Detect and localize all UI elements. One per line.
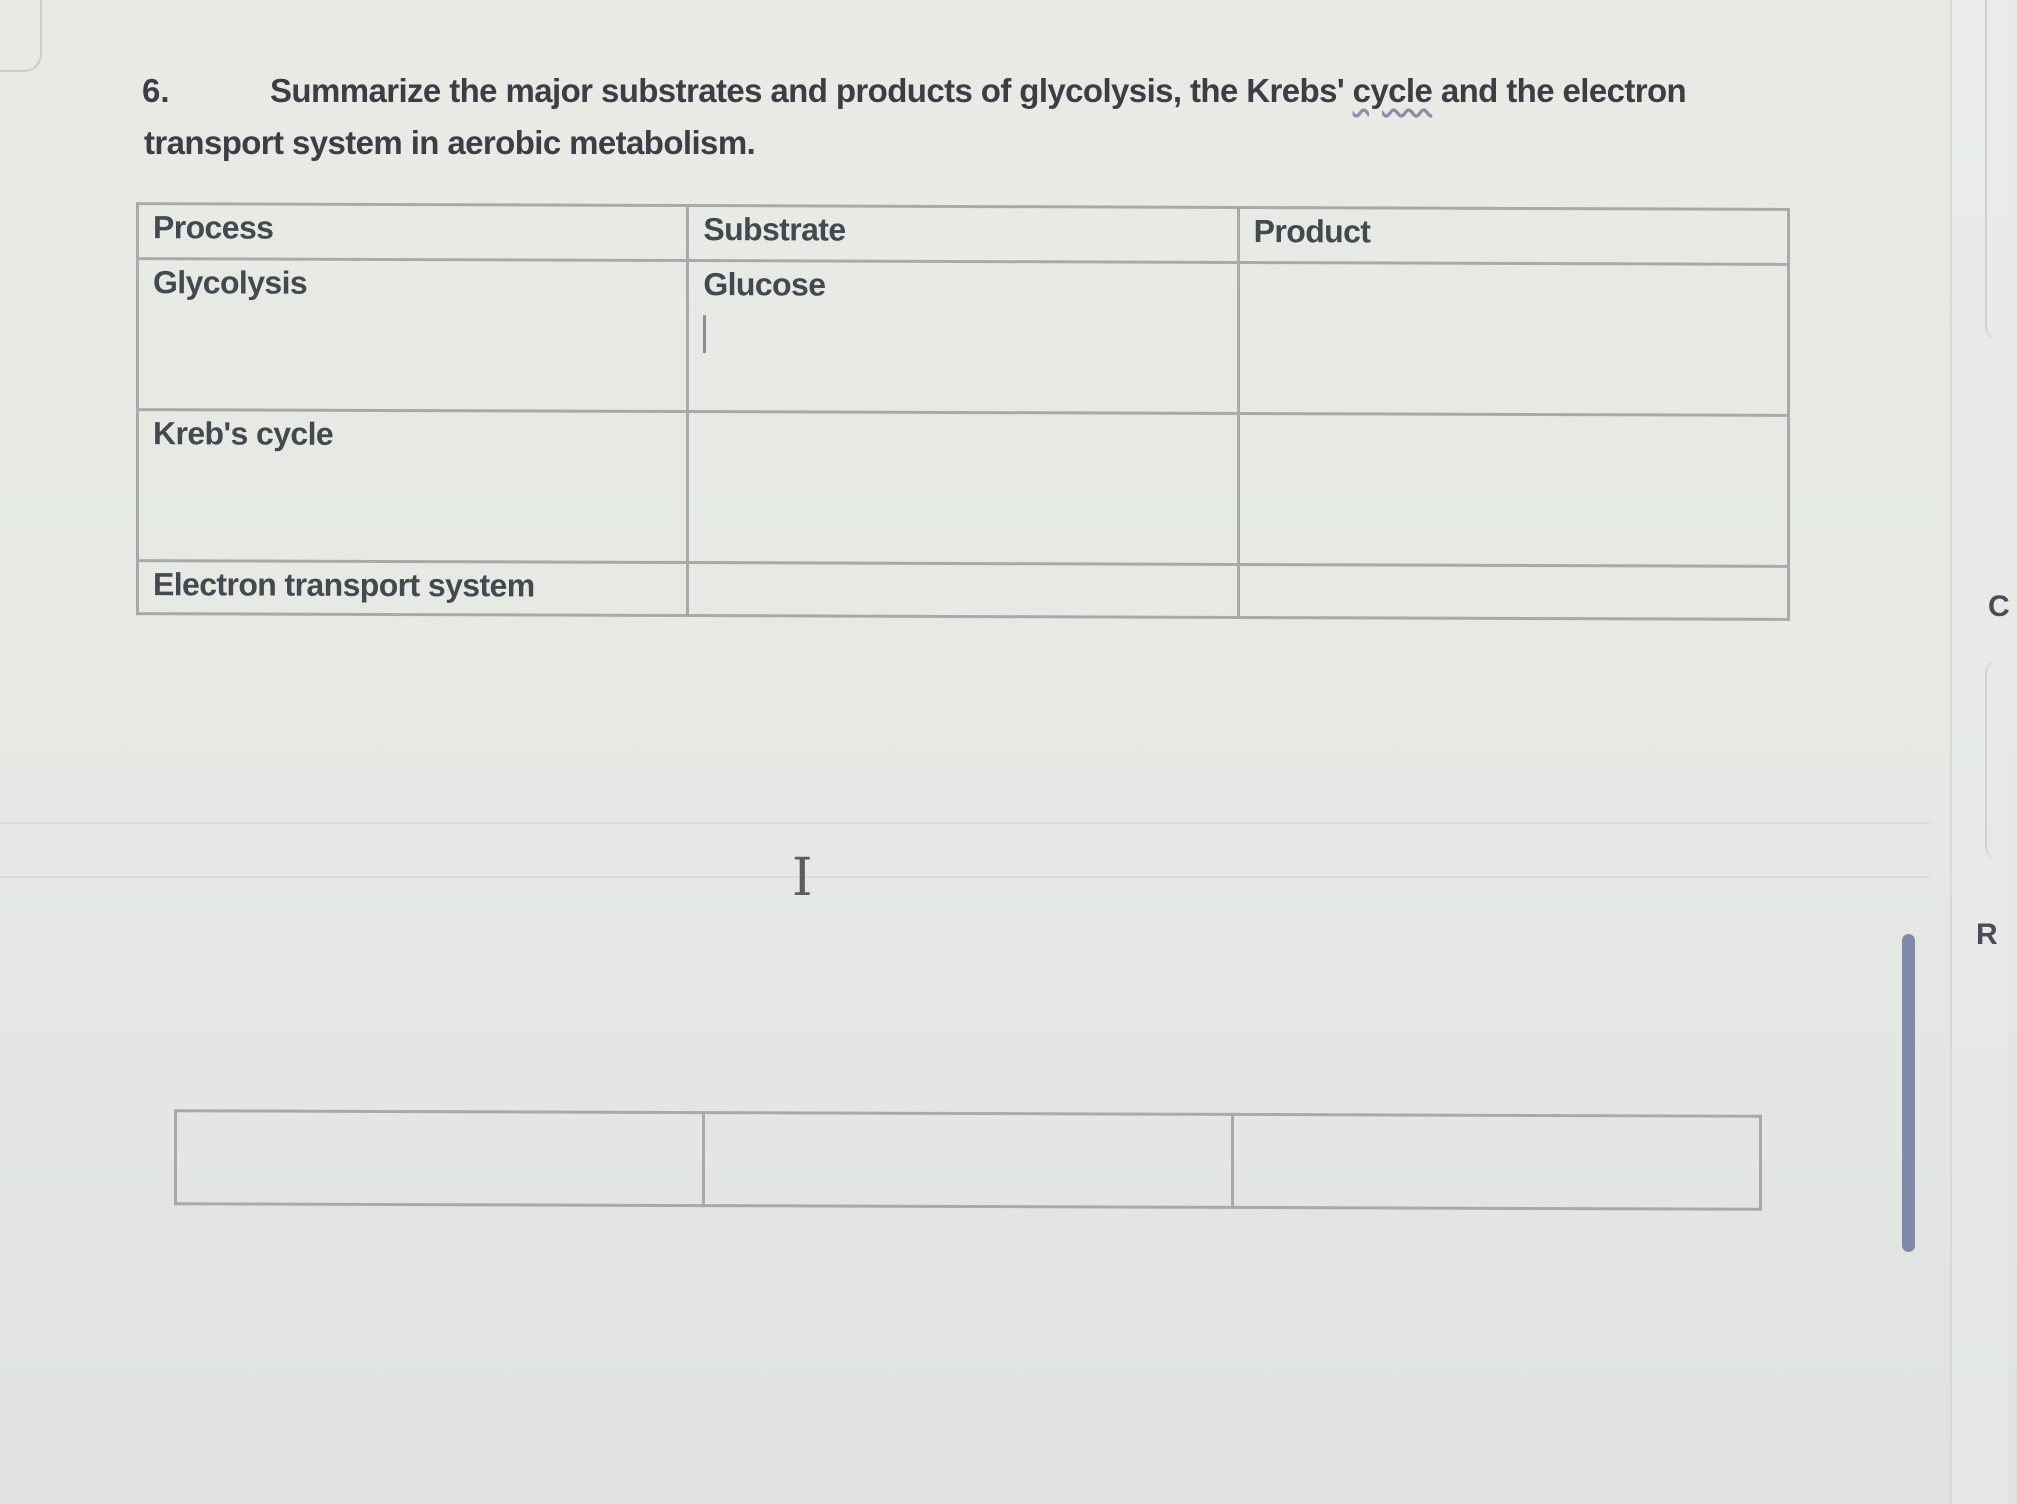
blank-table <box>174 1109 1762 1211</box>
blank-cell[interactable] <box>176 1111 704 1206</box>
header-process[interactable]: Process <box>138 204 688 261</box>
question-number: 6. <box>142 72 170 109</box>
side-panel-card[interactable] <box>1985 660 2017 860</box>
text-cursor-icon: I <box>792 848 813 908</box>
header-product[interactable]: Product <box>1238 207 1788 264</box>
page-divider <box>0 822 1930 824</box>
cell-process[interactable]: Kreb's cycle <box>138 410 688 563</box>
side-panel-card[interactable] <box>1985 0 2017 340</box>
text-caret <box>703 315 706 353</box>
question-text-line1 <box>270 72 1686 110</box>
blank-cell[interactable] <box>1232 1114 1760 1209</box>
header-substrate[interactable]: Substrate <box>688 206 1238 263</box>
spellcheck-word[interactable]: cycle <box>1352 72 1433 109</box>
cell-product[interactable] <box>1238 262 1788 415</box>
cell-product[interactable] <box>1238 413 1788 566</box>
summary-table <box>136 202 1790 621</box>
cell-process[interactable]: Glycolysis <box>138 259 688 412</box>
page-divider <box>0 876 1930 878</box>
question-text-line2: transport system in aerobic metabolism. <box>144 124 756 161</box>
table-header-row <box>138 204 1789 265</box>
side-panel-label[interactable]: C <box>1988 590 2010 623</box>
scrollbar[interactable] <box>1902 934 1915 1252</box>
cell-process[interactable]: Electron transport system <box>138 561 688 616</box>
question-text-part: Summarize the major substrates and products of glycolysis, the Krebs' <box>270 72 1353 109</box>
cell-substrate[interactable] <box>688 563 1238 618</box>
table-row <box>176 1111 1761 1210</box>
cell-substrate[interactable] <box>688 261 1238 414</box>
cell-substrate-text: Glucose <box>703 266 826 303</box>
table-row <box>138 561 1789 620</box>
blank-cell[interactable] <box>704 1113 1232 1208</box>
cell-substrate[interactable] <box>688 412 1238 565</box>
table-row <box>138 259 1789 416</box>
table-row <box>138 410 1789 567</box>
cell-product[interactable] <box>1238 564 1788 619</box>
question-text-part: and the electron <box>1432 72 1687 109</box>
window-corner <box>0 0 42 72</box>
side-panel-label[interactable]: R <box>1976 918 1998 951</box>
